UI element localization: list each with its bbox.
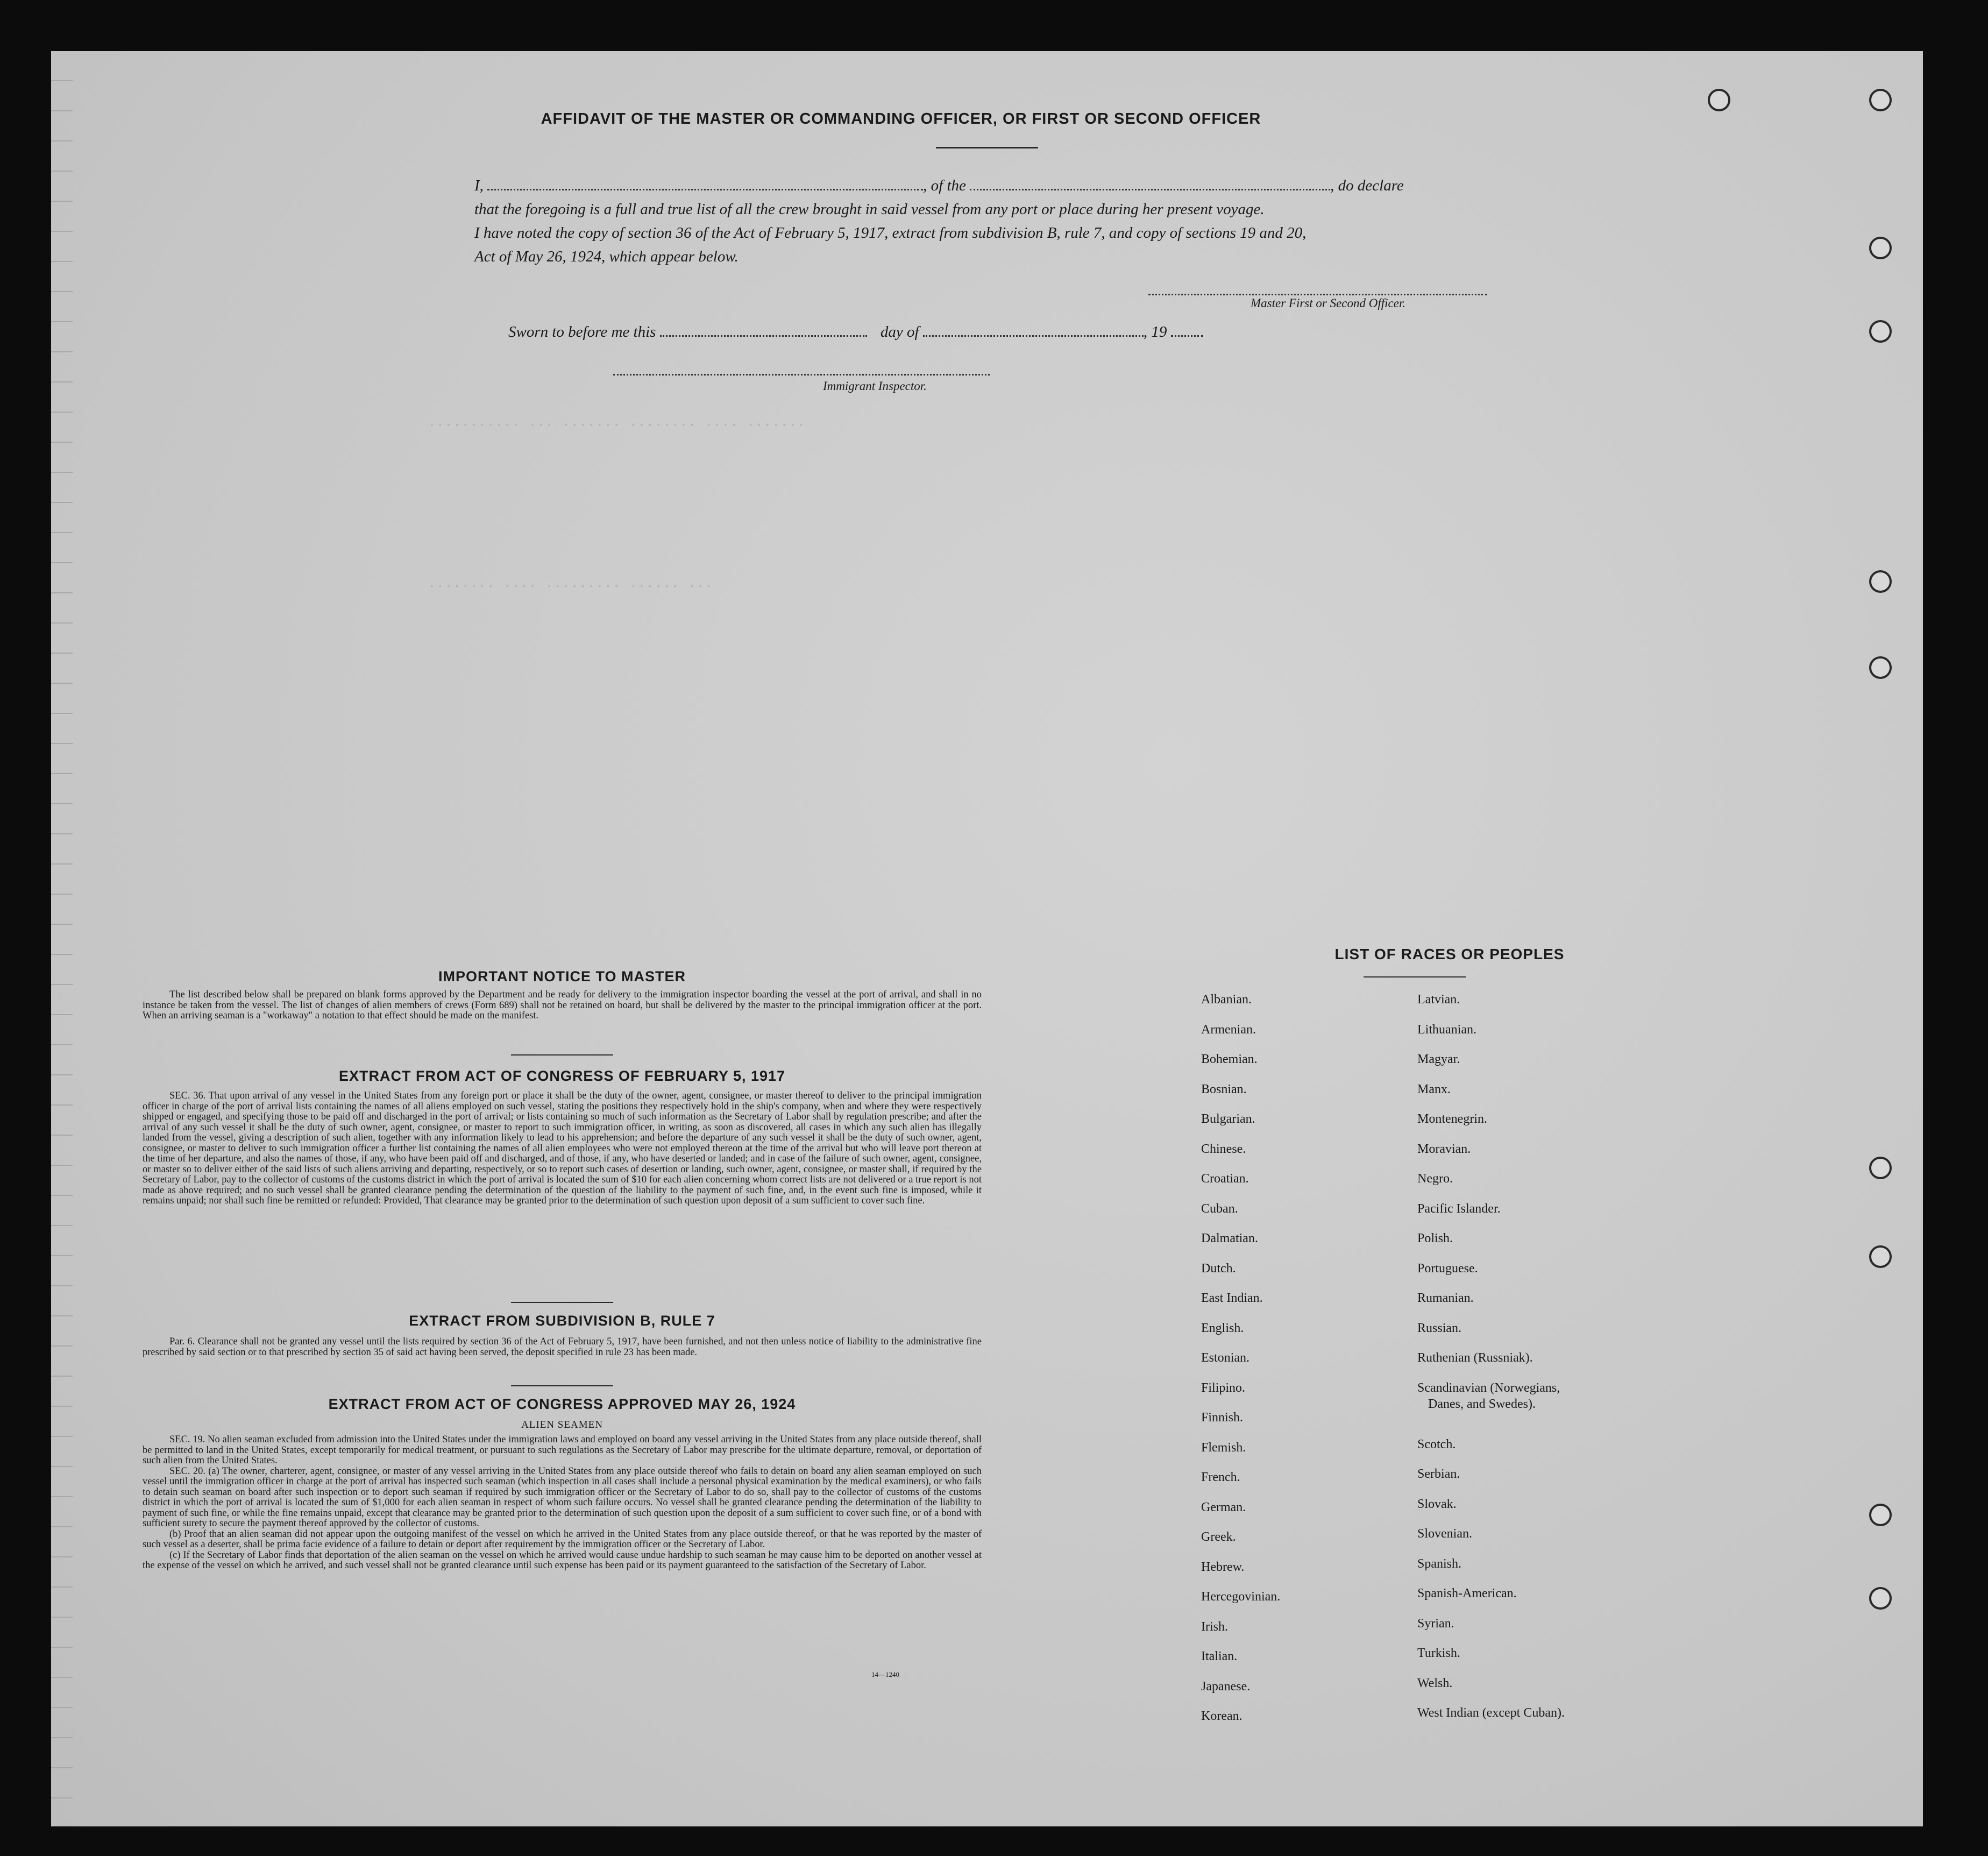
affidavit-line3: I have noted the copy of section 36 of the Act of February 5, 1917, extract from subdivision B, rule 7, and copy of sections 19 and 20, xyxy=(474,224,1307,242)
bleed-through: ··········· ··· ······· ········ ···· ······· xyxy=(428,417,806,433)
race-item: Ruthenian (Russniak). xyxy=(1417,1351,1533,1365)
sworn-month-blank xyxy=(923,332,1144,337)
race-item: Dutch. xyxy=(1201,1261,1236,1276)
race-item: English. xyxy=(1201,1321,1244,1335)
race-item: Manx. xyxy=(1417,1082,1451,1096)
inspector-signature-label: Immigrant Inspector. xyxy=(823,379,927,393)
rule-7-title: EXTRACT FROM SUBDIVISION B, RULE 7 xyxy=(409,1313,715,1329)
affidavit-line2: that the foregoing is a full and true list of all the crew brought in said vessel from any port or place during her present voyage. xyxy=(474,201,1265,218)
race-item: Magyar. xyxy=(1417,1052,1460,1066)
race-item: Chinese. xyxy=(1201,1142,1246,1156)
rule-7-body xyxy=(143,1337,982,1358)
name-blank xyxy=(487,186,923,190)
day-of-label: day of xyxy=(880,323,919,341)
race-item: Hebrew. xyxy=(1201,1560,1245,1574)
punch-hole xyxy=(1708,89,1730,111)
races-title: LIST OF RACES OR PEOPLES xyxy=(1334,946,1565,962)
race-item: Syrian. xyxy=(1417,1616,1454,1631)
notice-title: IMPORTANT NOTICE TO MASTER xyxy=(438,968,686,984)
race-item: German. xyxy=(1201,1500,1246,1514)
document-page xyxy=(51,51,1923,1826)
race-item: Latvian. xyxy=(1417,993,1460,1007)
race-item: Armenian. xyxy=(1201,1022,1256,1037)
master-signature-label: Master First or Second Officer. xyxy=(1251,296,1406,310)
race-item: Portuguese. xyxy=(1417,1261,1478,1276)
alien-seamen-subtitle: ALIEN SEAMEN xyxy=(521,1419,603,1430)
race-item: Bosnian. xyxy=(1201,1082,1247,1096)
edge-ruling xyxy=(51,51,73,1826)
race-item: Pacific Islander. xyxy=(1417,1201,1501,1216)
race-item: Italian. xyxy=(1201,1649,1238,1663)
punch-hole xyxy=(1869,320,1892,343)
race-item: Spanish-American. xyxy=(1417,1586,1517,1601)
race-item: Slovak. xyxy=(1417,1497,1457,1511)
sworn-label: Sworn to before me this xyxy=(508,323,656,341)
race-item: Bohemian. xyxy=(1201,1052,1258,1066)
race-item: Scotch. xyxy=(1417,1437,1456,1451)
race-item: Polish. xyxy=(1417,1231,1453,1245)
master-signature-line xyxy=(1148,291,1487,295)
affidavit-declaration-line xyxy=(474,174,1566,197)
race-item: West Indian (except Cuban). xyxy=(1417,1706,1565,1720)
affidavit-declare: , do declare xyxy=(1330,177,1404,194)
punch-hole xyxy=(1869,570,1892,593)
extract-1924-title: EXTRACT FROM ACT OF CONGRESS APPROVED MAY 26, 1924 xyxy=(328,1396,796,1412)
affidavit-title: AFFIDAVIT OF THE MASTER OR COMMANDING OFFICER, OR FIRST OR SECOND OFFICER xyxy=(541,110,1261,127)
section-36-text: SEC. 36. That upon arrival of any vessel in the United States from any foreign port or place it shall be the duty of the owner, agent, consignee, or master thereof to deliver to the principal immigration officer in charge of the port of arrival lists containing the names of all aliens employed on such vessel, stating the positions they respectively hold in the ship's company, when and where they were respectively shipped or engaged, and specifying those to be paid off and discharged in the port of arrival; or lists containing so much of such information as the Secretary of Labor shall by regulation prescribe; and after the arrival of any such vessel it shall be the duty of such owner, agent, consignee, or master to report to such immigration officer, in writing, as soon as discovered, all cases in which any such alien has illegally landed from the vessel, giving a description of such alien, together with any information likely to lead to his apprehension; and before the departure of any such vessel it shall be the duty of such owner, agent, consignee, or master to deliver to such immigration officer a further list containing the names of all alien employees who were not employed thereon at the time of the arrival but who will leave port thereon at the time of her departure, and also the names of those, if any, who have been paid off and discharged, and of those, if any, who have deserted or landed; and in case of the failure of such owner, agent, consignee, or master so to deliver either of the said lists of such aliens arriving and departing, respectively, or so to report such cases of desertion or landing, such owner, agent, consignee, or master shall, if required by the Secretary of Labor, pay to the collector of customs of the customs district in which the port of arrival is located the sum of $10 for each alien concerning whom correct lists are not delivered or a true report is not made as above required; and no such vessel shall be granted clearance pending the determination of the question of the liability to the payment of such fine, and, in the event such fine is imposed, while it remains unpaid; nor shall such fine be remitted or refunded: Provided, That clearance may be granted prior to the determination of such question upon deposit of a sum sufficient to cover such fine. xyxy=(143,1090,982,1206)
punch-hole xyxy=(1869,1504,1892,1526)
race-item: Greek. xyxy=(1201,1530,1236,1544)
races-title-rule xyxy=(1364,976,1466,977)
race-item: Finnish. xyxy=(1201,1411,1244,1425)
race-item: Montenegrin. xyxy=(1417,1112,1487,1126)
affidavit-i-label: I, xyxy=(474,177,484,194)
title-rule xyxy=(936,147,1038,148)
sworn-line xyxy=(508,320,1203,344)
punch-hole xyxy=(1869,1245,1892,1268)
form-number: 14—1240 xyxy=(871,1670,899,1678)
section-20a-text: SEC. 20. (a) The owner, charterer, agent, consignee, or master of any vessel arriving in the United States from any place outside thereof who fails to detain on board any alien seaman employed on such vessel until the immigration officer in charge at the port of arrival has inspected such seaman (which inspection in all cases shall include a personal physical examination by the medical examiners), or who fails to detain such seaman on board after such inspection or to deport such seaman if required by such immigration officer or the Secretary of Labor to do so, shall pay to the collector of customs of the customs district in which the port of arrival is located the sum of $1,000 for each alien seaman in respect of whom such failure occurs. No vessel shall be granted clearance pending the determination of the liability to payment of such fine, or while the fine remains unpaid, except that clearance may be granted prior to the determination of such question upon the deposit of a sum sufficient to cover such fine, or of a bond with sufficient surety to secure the payment thereof approved by the collector of customs. xyxy=(143,1465,982,1529)
rule-7-paragraph: Par. 6. Clearance shall not be granted any vessel until the lists required by section 36 of the Act of February 5, 1917, have been furnished, and not then unless notice of liability to the administrative fine prescribed by said section or to that prescribed by section 35 of said act having been served, the deposit specified in rule 23 has been made. xyxy=(143,1336,982,1358)
race-item: Dalmatian. xyxy=(1201,1231,1258,1245)
race-item: Negro. xyxy=(1417,1172,1453,1186)
section-rule xyxy=(511,1054,613,1055)
race-item: Estonian. xyxy=(1201,1351,1249,1365)
race-item: Bulgarian. xyxy=(1201,1112,1255,1126)
sworn-day-blank xyxy=(660,332,867,337)
extract-1917-title: EXTRACT FROM ACT OF CONGRESS OF FEBRUARY 5, 1917 xyxy=(338,1068,786,1084)
section-19-text: SEC. 19. No alien seaman excluded from admission into the United States under the immigration laws and employed on board any vessel arriving in the United States from any place outside thereof, shall be permitted to land in the United States, except temporarily for medical treatment, or pursuant to such regulations as the Secretary of Labor may prescribe for the ultimate departure, removal, or deportation of such alien from the United States. xyxy=(143,1434,982,1466)
race-item: Turkish. xyxy=(1417,1646,1460,1661)
extract-1924-body xyxy=(143,1435,982,1571)
race-item: Filipino. xyxy=(1201,1380,1246,1395)
race-item: Irish. xyxy=(1201,1619,1228,1634)
race-item: Lithuanian. xyxy=(1417,1022,1476,1037)
section-20c-text: (c) If the Secretary of Labor finds that deportation of the alien seaman on the vessel on which he arrived would cause undue hardship to such seaman he may cause him to be deported on another vessel at the expense of the vessel on which he arrived, and such vessel shall not be granted clearance until such expense has been paid or its payment guaranteed to the satisfaction of the Secretary of Labor. xyxy=(143,1549,982,1571)
extract-1917-body xyxy=(143,1091,982,1207)
bleed-through: ········ ···· ········· ······ ··· xyxy=(428,578,713,594)
notice-body xyxy=(143,990,982,1022)
inspector-signature-line xyxy=(613,371,990,376)
punch-hole xyxy=(1869,237,1892,259)
affidavit-line4: Act of May 26, 1924, which appear below. xyxy=(474,248,739,265)
punch-hole xyxy=(1869,89,1892,111)
race-item: Hercegovinian. xyxy=(1201,1590,1281,1604)
race-item: Moravian. xyxy=(1417,1142,1471,1156)
race-item: Croatian. xyxy=(1201,1172,1249,1186)
section-rule xyxy=(511,1385,613,1386)
race-item: East Indian. xyxy=(1201,1291,1263,1305)
punch-hole xyxy=(1869,1587,1892,1610)
race-item: Serbian. xyxy=(1417,1467,1460,1482)
section-20b-text: (b) Proof that an alien seaman did not appear upon the outgoing manifest of the vessel on which he arrived in the United States from any place outside thereof, or that he was reported by the master of such vessel as a deserter, shall be prima facie evidence of a failure to detain or deport after requirement by the immigration officer or the Secretary of Labor. xyxy=(143,1528,982,1550)
race-item: Danes, and Swedes). xyxy=(1428,1397,1536,1412)
notice-paragraph: The list described below shall be prepared on blank forms approved by the Department and be ready for delivery to the immigration inspector boarding the vessel at the port of arrival, and shall in no instance be taken from the vessel. The list of changes of alien members of crews (Form 689) shall not be retained on board, but shall be delivered by the master to the principal immigration officer at the port. When an arriving seaman is a "workaway" a notation to that effect should be made on the manifest. xyxy=(143,989,982,1021)
race-item: Russian. xyxy=(1417,1321,1462,1335)
race-item: Albanian. xyxy=(1201,993,1252,1007)
race-item: Japanese. xyxy=(1201,1679,1251,1694)
affidavit-of-the: , of the xyxy=(923,177,966,194)
punch-hole xyxy=(1869,656,1892,679)
race-item: Slovenian. xyxy=(1417,1527,1472,1541)
race-item: Flemish. xyxy=(1201,1440,1246,1455)
race-item: Spanish. xyxy=(1417,1556,1462,1571)
sworn-year-blank xyxy=(1171,332,1203,337)
year-label: , 19 xyxy=(1143,323,1167,341)
section-rule xyxy=(511,1302,613,1303)
vessel-blank xyxy=(970,186,1330,190)
race-item: Welsh. xyxy=(1417,1676,1453,1690)
race-item: Scandinavian (Norwegians, xyxy=(1417,1380,1560,1395)
punch-hole xyxy=(1869,1157,1892,1179)
race-item: Rumanian. xyxy=(1417,1291,1474,1305)
race-item: Korean. xyxy=(1201,1709,1242,1723)
race-item: Cuban. xyxy=(1201,1201,1238,1216)
race-item: French. xyxy=(1201,1470,1240,1484)
